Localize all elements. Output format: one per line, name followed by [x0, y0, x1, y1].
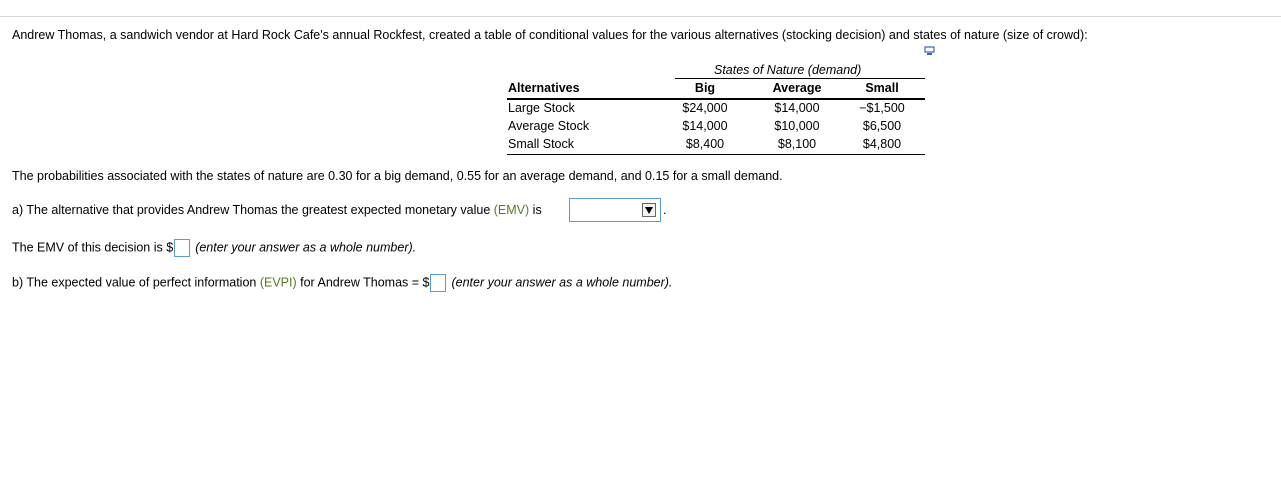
cell-average: $14,000: [774, 101, 820, 115]
table-bottom-rule: [507, 154, 925, 155]
dropdown-arrow-icon[interactable]: [642, 203, 656, 217]
top-divider: [0, 16, 1281, 17]
emv-input[interactable]: [174, 239, 190, 257]
row-label: Average Stock: [508, 119, 590, 133]
emv-hint: (enter your answer as a whole number).: [195, 240, 417, 255]
emv-answer-line: [12, 239, 416, 257]
cell-big: $14,000: [682, 119, 728, 133]
column-header-rule: [507, 98, 925, 100]
cell-small: $4,800: [862, 137, 902, 151]
copy-icon[interactable]: [924, 45, 936, 57]
emv-prefix: The EMV of this decision is $: [12, 240, 174, 255]
question-a: [12, 203, 542, 217]
table-row: [507, 137, 925, 155]
table-row: [507, 119, 925, 137]
row-label: Small Stock: [508, 137, 574, 151]
cell-big: $8,400: [685, 137, 725, 151]
evpi-hint: (enter your answer as a whole number).: [451, 275, 673, 290]
question-b-middle: for Andrew Thomas = $: [296, 275, 430, 290]
emv-term-link[interactable]: (EMV): [493, 203, 530, 217]
question-a-prefix: a) The alternative that provides Andrew Thomas the greatest expected monetary value: [12, 203, 494, 217]
evpi-term-link[interactable]: (EVPI): [259, 275, 297, 290]
cell-small: −$1,500: [859, 101, 905, 115]
probabilities-text: The probabilities associated with the states of nature are 0.30 for a big demand, 0.55 for an average demand, and 0.15 for a small demand.: [12, 169, 783, 183]
states-of-nature-header: States of Nature (demand): [714, 63, 862, 77]
col-header-small: Small: [865, 81, 899, 95]
row-label: Large Stock: [508, 101, 575, 115]
evpi-input[interactable]: [430, 274, 446, 292]
question-b-prefix: b) The expected value of perfect information: [12, 275, 260, 290]
cell-average: $8,100: [777, 137, 817, 151]
problem-intro: Andrew Thomas, a sandwich vendor at Hard Rock Cafe's annual Rockfest, created a table of conditional values for the various alternatives (stocking decision) and states of nature (size of crowd):: [12, 28, 1088, 42]
col-header-big: Big: [694, 81, 716, 95]
cell-big: $24,000: [682, 101, 728, 115]
question-a-period: .: [663, 203, 667, 217]
col-header-average: Average: [772, 81, 822, 95]
header-rule: [675, 78, 925, 79]
alternative-select[interactable]: [569, 198, 661, 222]
cell-average: $10,000: [774, 119, 820, 133]
table-row: [507, 101, 925, 119]
question-b: [12, 274, 672, 292]
cell-small: $6,500: [862, 119, 902, 133]
question-a-suffix: is: [529, 203, 542, 217]
col-header-alternatives: Alternatives: [508, 81, 580, 95]
